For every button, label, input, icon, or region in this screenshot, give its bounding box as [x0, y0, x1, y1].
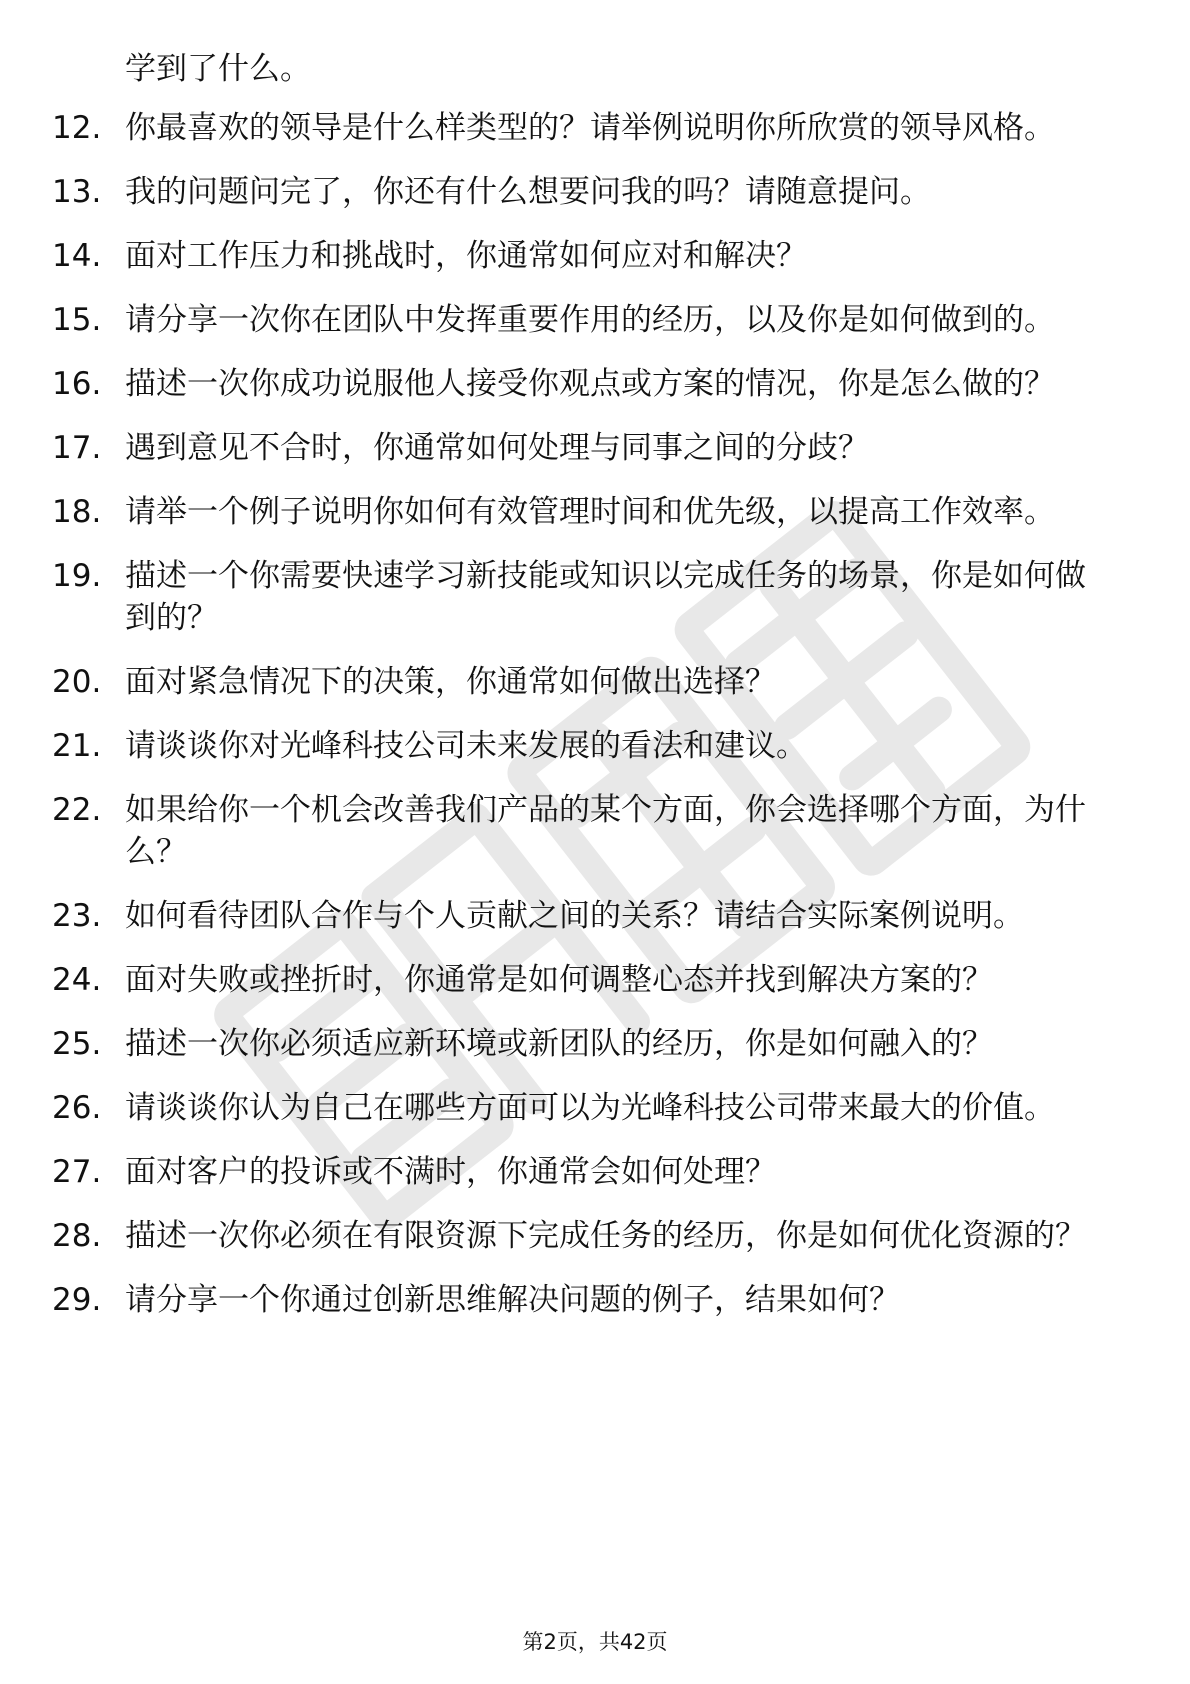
list-item: [52, 661, 1112, 703]
question-number: 28.: [52, 1218, 102, 1254]
continued-answer-text: 学到了什么。: [125, 51, 311, 87]
question-number: 15.: [52, 302, 102, 338]
question-number: 19.: [52, 558, 102, 594]
question-number: 22.: [52, 792, 102, 828]
question-text: 如何看待团队合作与个人贡献之间的关系？请结合实际案例说明。: [125, 898, 1024, 934]
question-text: 面对紧急情况下的决策，你通常如何做出选择？: [125, 664, 776, 700]
question-text: 遇到意见不合时，你通常如何处理与同事之间的分歧？: [125, 430, 869, 466]
question-number: 25.: [52, 1026, 102, 1062]
question-number: 21.: [52, 728, 102, 764]
question-number: 20.: [52, 664, 102, 700]
list-item: [52, 555, 1112, 639]
question-number: 16.: [52, 366, 102, 402]
question-number: 29.: [52, 1282, 102, 1318]
question-text: 描述一个你需要快速学习新技能或知识以完成任务的场景，你是如何做到的？: [125, 558, 1086, 636]
question-text: 请分享一次你在团队中发挥重要作用的经历，以及你是如何做到的。: [125, 302, 1055, 338]
question-number: 17.: [52, 430, 102, 466]
question-number: 13.: [52, 174, 102, 210]
list-item: [52, 1151, 1112, 1193]
question-number: 23.: [52, 898, 102, 934]
question-number: 26.: [52, 1090, 102, 1126]
list-item: [52, 491, 1112, 533]
list-item: [52, 895, 1112, 937]
question-text: 面对工作压力和挑战时，你通常如何应对和解决？: [125, 238, 807, 274]
question-number: 24.: [52, 962, 102, 998]
list-item: [52, 363, 1112, 405]
page-footer: 第2页，共42页: [522, 1630, 668, 1654]
list-item: [52, 107, 1112, 149]
list-item: [52, 299, 1112, 341]
question-number: 18.: [52, 494, 102, 530]
question-number: 14.: [52, 238, 102, 274]
question-text: 描述一次你成功说服他人接受你观点或方案的情况，你是怎么做的？: [125, 366, 1055, 402]
question-text: 描述一次你必须在有限资源下完成任务的经历，你是如何优化资源的？: [125, 1218, 1086, 1254]
question-list: [52, 107, 1112, 1343]
question-text: 请举一个例子说明你如何有效管理时间和优先级，以提高工作效率。: [125, 494, 1055, 530]
list-item: [52, 1215, 1112, 1257]
question-text: 我的问题问完了，你还有什么想要问我的吗？请随意提问。: [125, 174, 931, 210]
question-text: 面对失败或挫折时，你通常是如何调整心态并找到解决方案的？: [125, 962, 993, 998]
question-number: 12.: [52, 110, 102, 146]
question-text: 你最喜欢的领导是什么样类型的？请举例说明你所欣赏的领导风格。: [125, 110, 1055, 146]
list-item: [52, 427, 1112, 469]
list-item: [52, 959, 1112, 1001]
list-item: [52, 1087, 1112, 1129]
question-text: 请谈谈你认为自己在哪些方面可以为光峰科技公司带来最大的价值。: [125, 1090, 1055, 1126]
list-item: [52, 235, 1112, 277]
list-item: [52, 1279, 1112, 1321]
question-text: 请谈谈你对光峰科技公司未来发展的看法和建议。: [125, 728, 807, 764]
list-item: [52, 789, 1112, 873]
list-item: [52, 171, 1112, 213]
list-item: [52, 725, 1112, 767]
question-text: 面对客户的投诉或不满时，你通常会如何处理？: [125, 1154, 776, 1190]
question-number: 27.: [52, 1154, 102, 1190]
list-item: [52, 1023, 1112, 1065]
question-text: 如果给你一个机会改善我们产品的某个方面，你会选择哪个方面，为什么？: [125, 792, 1086, 870]
question-text: 请分享一个你通过创新思维解决问题的例子，结果如何？: [125, 1282, 900, 1318]
question-text: 描述一次你必须适应新环境或新团队的经历，你是如何融入的？: [125, 1026, 993, 1062]
